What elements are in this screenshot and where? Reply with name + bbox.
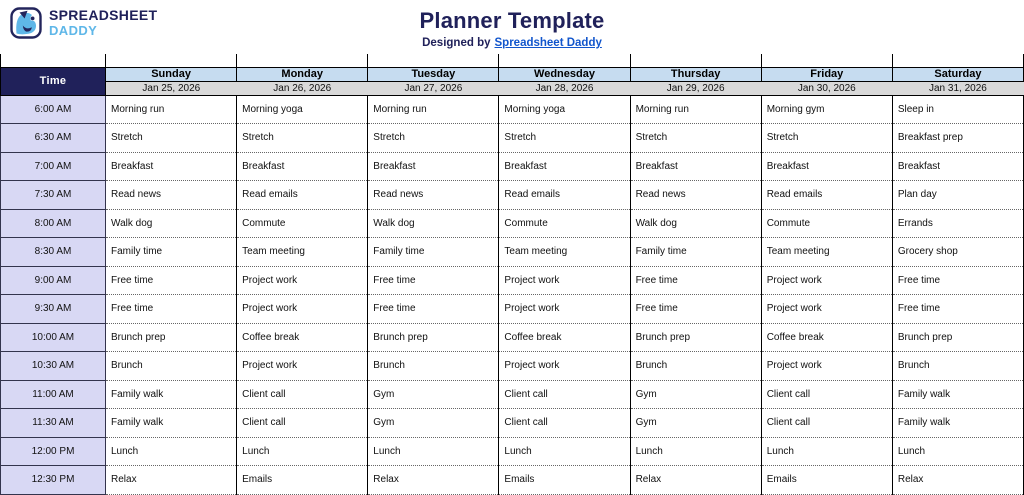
- subtitle-prefix: Designed by: [422, 37, 491, 49]
- activity-cell[interactable]: Family walk: [106, 380, 237, 409]
- table-row: [1, 409, 1024, 438]
- day-header-cell[interactable]: Friday: [761, 67, 892, 81]
- activity-cell[interactable]: Commute: [499, 209, 630, 238]
- activity-cell[interactable]: Lunch: [499, 437, 630, 466]
- date-cell[interactable]: Jan 26, 2026: [237, 81, 368, 95]
- time-cell[interactable]: 12:30 PM: [1, 466, 106, 495]
- activity-cell[interactable]: Client call: [499, 380, 630, 409]
- day-header-row: [1, 67, 1024, 81]
- planner-table: [0, 54, 1024, 495]
- activity-cell[interactable]: Free time: [368, 266, 499, 295]
- activity-cell[interactable]: Read news: [630, 181, 761, 210]
- dog-logo-icon: [10, 7, 42, 39]
- time-cell[interactable]: 7:00 AM: [1, 152, 106, 181]
- table-row: [1, 152, 1024, 181]
- spacer-cell: [237, 54, 368, 67]
- designer-link[interactable]: Spreadsheet Daddy: [494, 37, 602, 49]
- brand-name-line2: DADDY: [49, 22, 98, 38]
- activity-cell[interactable]: Client call: [499, 409, 630, 438]
- activity-cell[interactable]: Brunch prep: [892, 323, 1023, 352]
- date-row: [1, 81, 1024, 95]
- activity-cell[interactable]: Walk dog: [106, 209, 237, 238]
- activity-cell[interactable]: Family walk: [892, 409, 1023, 438]
- activity-cell[interactable]: Free time: [106, 266, 237, 295]
- activity-cell[interactable]: Project work: [499, 295, 630, 324]
- activity-cell[interactable]: Breakfast: [368, 152, 499, 181]
- activity-cell[interactable]: Brunch: [368, 352, 499, 381]
- day-header-cell[interactable]: Tuesday: [368, 67, 499, 81]
- activity-cell[interactable]: Lunch: [892, 437, 1023, 466]
- activity-cell[interactable]: Commute: [761, 209, 892, 238]
- table-row: [1, 209, 1024, 238]
- planner-body: [1, 95, 1024, 494]
- time-cell[interactable]: 6:00 AM: [1, 95, 106, 124]
- activity-cell[interactable]: Morning run: [106, 95, 237, 124]
- activity-cell[interactable]: Project work: [761, 266, 892, 295]
- activity-cell[interactable]: Client call: [761, 380, 892, 409]
- time-cell[interactable]: 11:00 AM: [1, 380, 106, 409]
- activity-cell[interactable]: Free time: [630, 266, 761, 295]
- activity-cell[interactable]: Morning yoga: [237, 95, 368, 124]
- activity-cell[interactable]: Breakfast: [106, 152, 237, 181]
- day-header-cell[interactable]: Thursday: [630, 67, 761, 81]
- time-cell[interactable]: 7:30 AM: [1, 181, 106, 210]
- day-header-cell[interactable]: Wednesday: [499, 67, 630, 81]
- activity-cell[interactable]: Relax: [630, 466, 761, 495]
- activity-cell[interactable]: Gym: [368, 380, 499, 409]
- activity-cell[interactable]: Breakfast prep: [892, 124, 1023, 153]
- activity-cell[interactable]: Brunch prep: [630, 323, 761, 352]
- planner-head: [1, 54, 1024, 95]
- activity-cell[interactable]: Free time: [892, 266, 1023, 295]
- activity-cell[interactable]: Family time: [368, 238, 499, 267]
- date-cell[interactable]: Jan 28, 2026: [499, 81, 630, 95]
- activity-cell[interactable]: Morning gym: [761, 95, 892, 124]
- activity-cell[interactable]: Relax: [106, 466, 237, 495]
- activity-cell[interactable]: Client call: [237, 409, 368, 438]
- time-cell[interactable]: 10:30 AM: [1, 352, 106, 381]
- activity-cell[interactable]: Coffee break: [237, 323, 368, 352]
- date-cell[interactable]: Jan 25, 2026: [106, 81, 237, 95]
- time-cell[interactable]: 11:30 AM: [1, 409, 106, 438]
- table-row: [1, 352, 1024, 381]
- table-row: [1, 323, 1024, 352]
- time-cell[interactable]: 6:30 AM: [1, 124, 106, 153]
- date-cell[interactable]: Jan 31, 2026: [892, 81, 1023, 95]
- activity-cell[interactable]: Project work: [237, 266, 368, 295]
- activity-cell[interactable]: Breakfast: [499, 152, 630, 181]
- date-cell[interactable]: Jan 29, 2026: [630, 81, 761, 95]
- activity-cell[interactable]: Lunch: [630, 437, 761, 466]
- table-row: [1, 437, 1024, 466]
- activity-cell[interactable]: Stretch: [499, 124, 630, 153]
- table-row: [1, 124, 1024, 153]
- table-row: [1, 466, 1024, 495]
- spacer-row: [1, 54, 1024, 67]
- brand-name-line1: SPREADSHEET: [49, 7, 158, 24]
- activity-cell[interactable]: Breakfast: [237, 152, 368, 181]
- page-title: Planner Template: [419, 8, 605, 33]
- planner-table-wrap: [0, 54, 1024, 495]
- spacer-cell: [499, 54, 630, 67]
- activity-cell[interactable]: Project work: [761, 295, 892, 324]
- activity-cell[interactable]: Read news: [106, 181, 237, 210]
- activity-cell[interactable]: Gym: [368, 409, 499, 438]
- activity-cell[interactable]: Read emails: [499, 181, 630, 210]
- table-row: [1, 266, 1024, 295]
- activity-cell[interactable]: Coffee break: [761, 323, 892, 352]
- activity-cell[interactable]: Brunch: [630, 352, 761, 381]
- time-cell[interactable]: 8:00 AM: [1, 209, 106, 238]
- activity-cell[interactable]: Lunch: [106, 437, 237, 466]
- time-cell[interactable]: 10:00 AM: [1, 323, 106, 352]
- activity-cell[interactable]: Lunch: [237, 437, 368, 466]
- activity-cell[interactable]: Free time: [106, 295, 237, 324]
- activity-cell[interactable]: Team meeting: [761, 238, 892, 267]
- activity-cell[interactable]: Emails: [499, 466, 630, 495]
- activity-cell[interactable]: Morning run: [630, 95, 761, 124]
- activity-cell[interactable]: Gym: [630, 380, 761, 409]
- spacer-cell: [630, 54, 761, 67]
- spacer-cell: [1, 54, 106, 67]
- activity-cell[interactable]: Free time: [892, 295, 1023, 324]
- activity-cell[interactable]: Relax: [892, 466, 1023, 495]
- time-cell[interactable]: 12:00 PM: [1, 437, 106, 466]
- activity-cell[interactable]: Brunch: [892, 352, 1023, 381]
- activity-cell[interactable]: Client call: [761, 409, 892, 438]
- activity-cell[interactable]: Commute: [237, 209, 368, 238]
- date-cell[interactable]: Jan 30, 2026: [761, 81, 892, 95]
- activity-cell[interactable]: Gym: [630, 409, 761, 438]
- activity-cell[interactable]: Family time: [106, 238, 237, 267]
- activity-cell[interactable]: Family walk: [892, 380, 1023, 409]
- date-cell[interactable]: Jan 27, 2026: [368, 81, 499, 95]
- spacer-cell: [892, 54, 1023, 67]
- spacer-cell: [761, 54, 892, 67]
- activity-cell[interactable]: Lunch: [761, 437, 892, 466]
- activity-cell[interactable]: Team meeting: [499, 238, 630, 267]
- time-cell[interactable]: 9:00 AM: [1, 266, 106, 295]
- activity-cell[interactable]: Emails: [237, 466, 368, 495]
- activity-cell[interactable]: Emails: [761, 466, 892, 495]
- activity-cell[interactable]: Plan day: [892, 181, 1023, 210]
- table-row: [1, 238, 1024, 267]
- activity-cell[interactable]: Grocery shop: [892, 238, 1023, 267]
- brand-logo: [10, 7, 157, 39]
- activity-cell[interactable]: Stretch: [368, 124, 499, 153]
- table-row: [1, 95, 1024, 124]
- spacer-cell: [368, 54, 499, 67]
- activity-cell[interactable]: Brunch: [106, 352, 237, 381]
- activity-cell[interactable]: Coffee break: [499, 323, 630, 352]
- activity-cell[interactable]: Project work: [237, 352, 368, 381]
- activity-cell[interactable]: Team meeting: [237, 238, 368, 267]
- activity-cell[interactable]: Stretch: [237, 124, 368, 153]
- activity-cell[interactable]: Brunch prep: [106, 323, 237, 352]
- day-header-cell[interactable]: Monday: [237, 67, 368, 81]
- activity-cell[interactable]: Read emails: [761, 181, 892, 210]
- time-cell[interactable]: 8:30 AM: [1, 238, 106, 267]
- activity-cell[interactable]: Free time: [630, 295, 761, 324]
- activity-cell[interactable]: Project work: [761, 352, 892, 381]
- table-row: [1, 380, 1024, 409]
- time-cell[interactable]: 9:30 AM: [1, 295, 106, 324]
- table-row: [1, 295, 1024, 324]
- activity-cell[interactable]: Read news: [368, 181, 499, 210]
- activity-cell[interactable]: Project work: [499, 266, 630, 295]
- activity-cell[interactable]: Brunch prep: [368, 323, 499, 352]
- activity-cell[interactable]: Project work: [237, 295, 368, 324]
- table-row: [1, 181, 1024, 210]
- activity-cell[interactable]: Breakfast: [892, 152, 1023, 181]
- activity-cell[interactable]: Project work: [499, 352, 630, 381]
- activity-cell[interactable]: Breakfast: [761, 152, 892, 181]
- activity-cell[interactable]: Sleep in: [892, 95, 1023, 124]
- activity-cell[interactable]: Relax: [368, 466, 499, 495]
- spacer-cell: [106, 54, 237, 67]
- day-header-cell[interactable]: Saturday: [892, 67, 1023, 81]
- activity-cell[interactable]: Read emails: [237, 181, 368, 210]
- day-header-cell[interactable]: Sunday: [106, 67, 237, 81]
- activity-cell[interactable]: Lunch: [368, 437, 499, 466]
- activity-cell[interactable]: Walk dog: [630, 209, 761, 238]
- activity-cell[interactable]: Client call: [237, 380, 368, 409]
- activity-cell[interactable]: Errands: [892, 209, 1023, 238]
- activity-cell[interactable]: Family walk: [106, 409, 237, 438]
- activity-cell[interactable]: Morning yoga: [499, 95, 630, 124]
- activity-cell[interactable]: Walk dog: [368, 209, 499, 238]
- activity-cell[interactable]: Stretch: [106, 124, 237, 153]
- activity-cell[interactable]: Stretch: [630, 124, 761, 153]
- activity-cell[interactable]: Stretch: [761, 124, 892, 153]
- activity-cell[interactable]: Family time: [630, 238, 761, 267]
- activity-cell[interactable]: Morning run: [368, 95, 499, 124]
- time-header-cell[interactable]: Time: [1, 67, 106, 95]
- activity-cell[interactable]: Free time: [368, 295, 499, 324]
- activity-cell[interactable]: Breakfast: [630, 152, 761, 181]
